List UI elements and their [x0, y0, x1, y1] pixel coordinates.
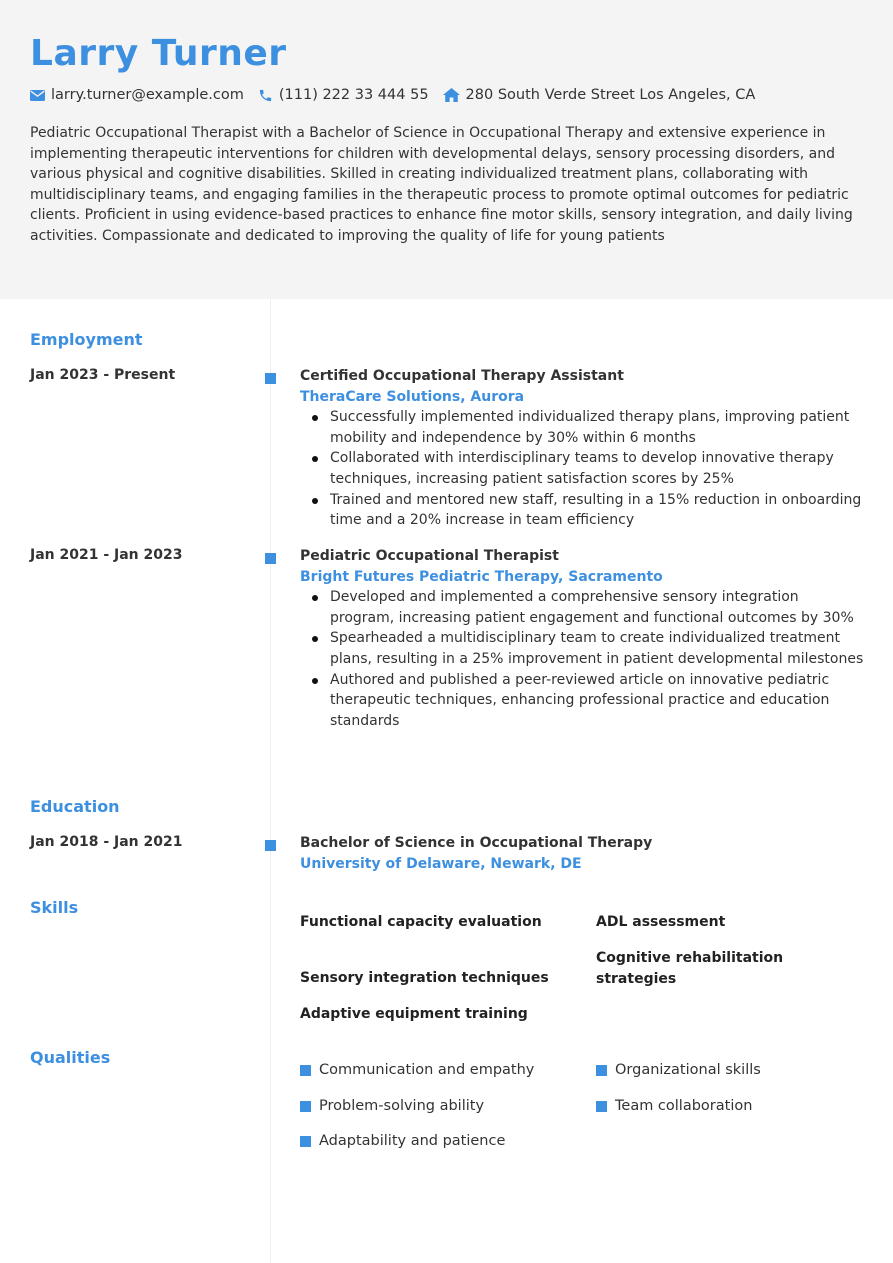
envelope-icon	[30, 90, 45, 101]
quality-item	[300, 1062, 534, 1078]
candidate-name: Larry Turner	[30, 33, 287, 74]
email-text: larry.turner@example.com	[51, 87, 244, 103]
school: University of Delaware, Newark, DE	[300, 855, 582, 872]
achievement-list	[300, 407, 866, 531]
employer: TheraCare Solutions, Aurora	[300, 388, 525, 405]
employer: Bright Futures Pediatric Therapy, Sacramento	[300, 568, 663, 585]
employment-2-dates: Jan 2021 - Jan 2023	[30, 547, 183, 563]
quality-label: Team collaboration	[615, 1098, 753, 1114]
address-contact	[443, 87, 756, 103]
employment-entry-1	[300, 366, 866, 531]
list-item: Developed and implemented a comprehensive sensory integration program, increasing patient engagement and functional outcomes by 30%	[300, 587, 866, 628]
quality-label: Problem-solving ability	[319, 1098, 485, 1114]
list-item: Authored and published a peer-reviewed article on innovative pediatric therapeutic techniques, enhancing professional practice and education standards	[300, 670, 866, 732]
square-bullet-icon	[300, 1136, 311, 1147]
timeline-marker	[265, 553, 276, 564]
skill-item: Functional capacity evaluation	[300, 914, 542, 930]
list-item: Successfully implemented individualized therapy plans, improving patient mobility and independence by 30% within 6 months	[300, 407, 866, 448]
phone-icon	[258, 88, 273, 103]
home-icon	[443, 88, 460, 102]
list-item: Collaborated with interdisciplinary teams to develop innovative therapy techniques, increasing patient satisfaction scores by 25%	[300, 448, 866, 489]
list-item: Spearheaded a multidisciplinary team to create individualized treatment plans, resulting in a 25% improvement in patient developmental milestones	[300, 628, 866, 669]
email-contact[interactable]	[30, 87, 244, 103]
timeline-marker	[265, 373, 276, 384]
profile-summary: Pediatric Occupational Therapist with a Bachelor of Science in Occupational Therapy and extensive experience in implementing therapeutic interventions for children with developmental delays, sensory processing disorders, and various physical and cognitive disabilities. Skilled in creating individualized treatment plans, collaborating with multidisciplinary teams, and engaging families in the therapeutic process to promote optimal outcomes for pediatric clients. Proficient in using evidence-based practices to enhance fine motor skills, sensory integration, and daily living activities. Compassionate and dedicated to improving the quality of life for young patients	[30, 125, 853, 244]
section-title-skills: Skills	[30, 898, 79, 917]
contact-row	[30, 85, 769, 105]
header-panel	[0, 0, 893, 299]
section-title-qualities: Qualities	[30, 1048, 111, 1067]
list-item: Trained and mentored new staff, resulting in a 15% reduction in onboarding time and a 20% increase in team efficiency	[300, 490, 866, 531]
phone-contact[interactable]	[258, 87, 429, 103]
quality-item	[300, 1133, 505, 1149]
skill-item: Sensory integration techniques	[300, 970, 549, 986]
employment-entry-2	[300, 546, 866, 731]
achievement-list	[300, 587, 866, 731]
square-bullet-icon	[596, 1065, 607, 1076]
quality-label: Adaptability and patience	[319, 1133, 506, 1149]
job-title: Pediatric Occupational Therapist	[300, 548, 559, 564]
address-text: 280 South Verde Street Los Angeles, CA	[465, 87, 756, 103]
quality-label: Communication and empathy	[319, 1062, 535, 1078]
timeline-marker	[265, 840, 276, 851]
square-bullet-icon	[300, 1101, 311, 1112]
employment-1-dates: Jan 2023 - Present	[30, 367, 176, 383]
skill-item: Cognitive rehabilitation strategies	[596, 950, 784, 987]
timeline-divider	[270, 299, 271, 1263]
quality-label: Organizational skills	[615, 1062, 761, 1078]
section-title-employment: Employment	[30, 330, 143, 349]
quality-item	[596, 1098, 752, 1114]
section-title-education: Education	[30, 797, 120, 816]
education-1-dates: Jan 2018 - Jan 2021	[30, 834, 183, 850]
square-bullet-icon	[596, 1101, 607, 1112]
square-bullet-icon	[300, 1065, 311, 1076]
degree: Bachelor of Science in Occupational Therapy	[300, 835, 653, 851]
quality-item	[300, 1098, 484, 1114]
quality-item	[596, 1062, 761, 1078]
skill-item: ADL assessment	[596, 914, 726, 930]
job-title: Certified Occupational Therapy Assistant	[300, 368, 624, 384]
education-entry-1	[300, 833, 866, 874]
phone-text: (111) 222 33 444 55	[278, 87, 429, 103]
skill-item: Adaptive equipment training	[300, 1006, 528, 1022]
